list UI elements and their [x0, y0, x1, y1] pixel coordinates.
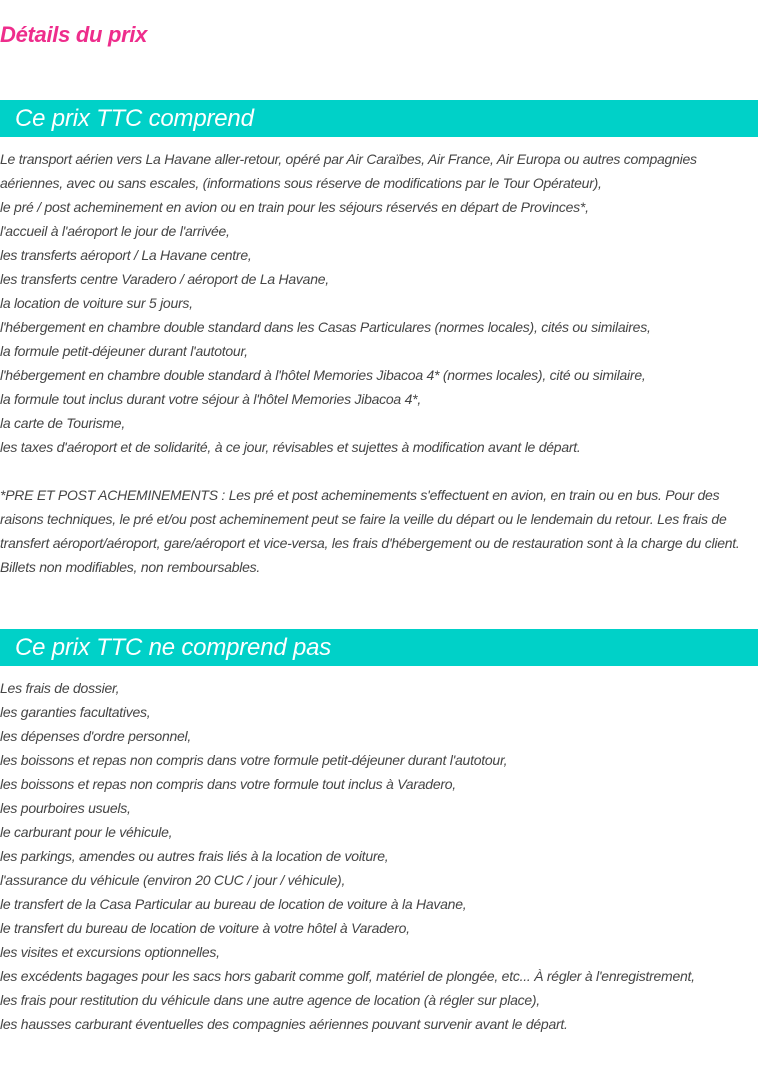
list-item: Le transport aérien vers La Havane aller-retour, opéré par Air Caraïbes, Air France, Air Europa ou autres compagnies aériennes, avec ou sans escales, (informations sous réserve de modifications par le Tour Opérateur),: [0, 151, 697, 191]
section-heading-excluded: Ce prix TTC ne comprend pas: [15, 634, 332, 661]
list-item: les boissons et repas non compris dans votre formule petit-déjeuner durant l'autotour,: [0, 752, 508, 768]
list-item: le pré / post acheminement en avion ou en train pour les séjours réservés en départ de Provinces*,: [0, 199, 589, 215]
list-item: la formule tout inclus durant votre séjour à l'hôtel Memories Jibacoa 4*,: [0, 391, 421, 407]
section-header-included: [0, 100, 758, 137]
list-item: les frais pour restitution du véhicule dans une autre agence de location (à régler sur place),: [0, 992, 540, 1008]
section-heading-included: Ce prix TTC comprend: [15, 105, 254, 132]
excluded-list: [0, 676, 758, 1036]
list-item: les pourboires usuels,: [0, 800, 131, 816]
list-item: le transfert de la Casa Particular au bureau de location de voiture à la Havane,: [0, 896, 467, 912]
list-item: les transferts centre Varadero / aéroport de La Havane,: [0, 271, 329, 287]
pre-post-acheminement-note: *PRE ET POST ACHEMINEMENTS : Les pré et post acheminements s'effectuent en avion, en train ou en bus. Pour des raisons techniques, le pré et/ou post acheminement peut se faire la veille du départ ou le lendemain du retour. Les frais de transfert aéroport/aéroport, gare/aéroport et vice-versa, les frais d'hébergement ou de restauration sont à la charge du client. Billets non modifiables, non remboursables.: [0, 487, 740, 575]
page-title: Détails du prix: [0, 22, 148, 47]
list-item: le transfert du bureau de location de voiture à votre hôtel à Varadero,: [0, 920, 410, 936]
list-item: l'accueil à l'aéroport le jour de l'arrivée,: [0, 223, 230, 239]
list-item: les boissons et repas non compris dans votre formule tout inclus à Varadero,: [0, 776, 456, 792]
list-item: les dépenses d'ordre personnel,: [0, 728, 192, 744]
list-item: les taxes d'aéroport et de solidarité, à ce jour, révisables et sujettes à modification avant le départ.: [0, 439, 581, 455]
list-item: l'assurance du véhicule (environ 20 CUC / jour / véhicule),: [0, 872, 346, 888]
included-list: [0, 147, 758, 459]
list-item: l'hébergement en chambre double standard à l'hôtel Memories Jibacoa 4* (normes locales), cité ou similaire,: [0, 367, 646, 383]
list-item: l'hébergement en chambre double standard dans les Casas Particulares (normes locales), cités ou similaires,: [0, 319, 651, 335]
list-item: les visites et excursions optionnelles,: [0, 944, 220, 960]
list-item: les hausses carburant éventuelles des compagnies aériennes pouvant survenir avant le départ.: [0, 1016, 568, 1032]
list-item: les excédents bagages pour les sacs hors gabarit comme golf, matériel de plongée, etc... À régler à l'enregistrement,: [0, 968, 695, 984]
list-item: Les frais de dossier,: [0, 680, 120, 696]
list-item: les parkings, amendes ou autres frais liés à la location de voiture,: [0, 848, 389, 864]
list-item: la carte de Tourisme,: [0, 415, 125, 431]
list-item: la formule petit-déjeuner durant l'autotour,: [0, 343, 248, 359]
list-item: la location de voiture sur 5 jours,: [0, 295, 193, 311]
section-header-excluded: [0, 629, 758, 666]
list-item: le carburant pour le véhicule,: [0, 824, 173, 840]
list-item: les transferts aéroport / La Havane centre,: [0, 247, 252, 263]
list-item: les garanties facultatives,: [0, 704, 151, 720]
